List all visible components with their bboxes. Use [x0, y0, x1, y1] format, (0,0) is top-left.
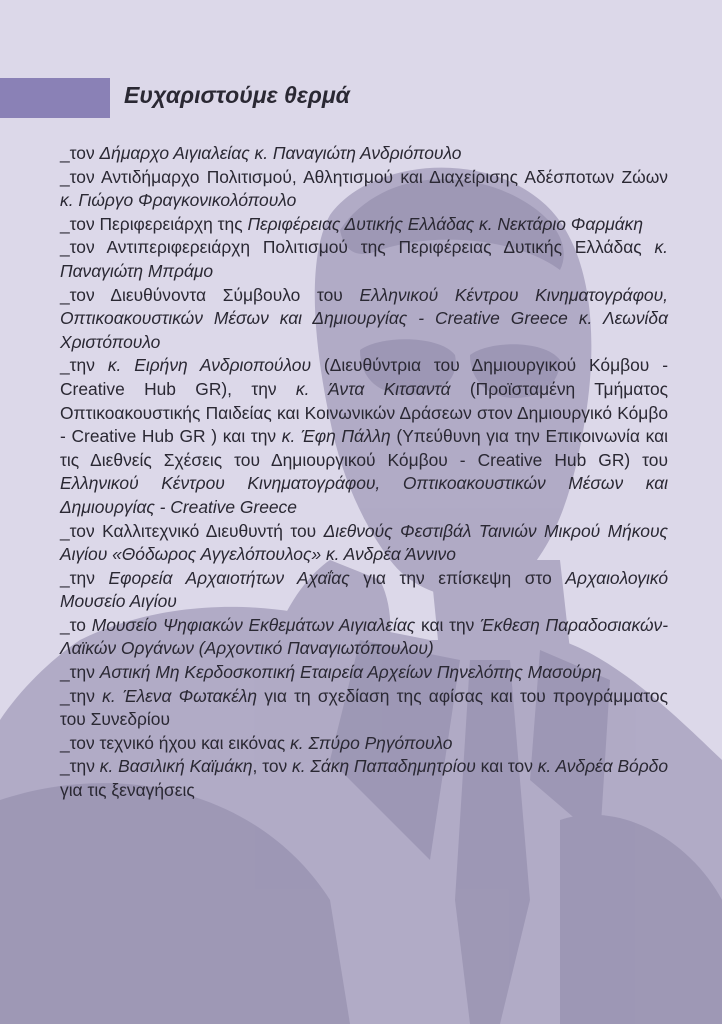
entry-name-text: Αστική Μη Κερδοσκοπική Εταιρεία Αρχείων Πηνελόπης Μασούρη: [99, 662, 602, 683]
entry-name-text: Μουσείο Ψηφιακών Εκθεμάτων Αιγιαλείας: [91, 614, 416, 635]
acknowledgement-entry: [60, 614, 668, 661]
entry-name-text: κ. Σάκη Παπαδημητρίου: [292, 756, 476, 777]
entry-text: , τον: [252, 756, 293, 777]
entry-text: για τις ξεναγήσεις: [60, 780, 195, 801]
entry-name-text: Διεθνούς Φεστιβάλ Ταινιών Μικρού Μήκους Αιγίου «Θόδωρος Αγγελόπουλος» κ. Ανδρέα Άννινο: [60, 520, 668, 565]
entry-name-text: Ελληνικού Κέντρου Κινηματογράφου, Οπτικοακουστικών Μέσων και Δημιουργίας - Creative Greece κ. Λεωνίδα Χριστόπουλο: [60, 284, 668, 352]
entry-name-text: Εφορεία Αρχαιοτήτων Αχαΐας: [108, 567, 350, 588]
acknowledgement-entry: [60, 520, 668, 567]
entry-name-text: κ. Άντα Κιτσαντά: [295, 378, 451, 399]
acknowledgement-entry: [60, 354, 668, 519]
entry-text: (Υπεύθυνη για την Επικοινωνία και τις Διεθνείς Σχέσεις του Δημιουργικού Κόμβου - Creative Hub GR) του: [60, 426, 668, 470]
entry-text: _το: [60, 614, 92, 635]
entry-text: _τον Αντιπεριφερειάρχη Πολιτισμού της Περιφέρειας Δυτικής Ελλάδας: [60, 237, 655, 258]
acknowledgement-entry: [60, 685, 668, 732]
entry-text: _την: [60, 756, 100, 777]
entry-name-text: κ. Σπύρο Ρηγόπουλο: [290, 732, 453, 753]
acknowledgement-entry: [60, 142, 668, 166]
acknowledgement-entry: [60, 732, 668, 756]
acknowledgement-entry: [60, 213, 668, 237]
entry-text: και τον: [475, 756, 538, 777]
acknowledgement-entry: [60, 284, 668, 355]
entry-text: _τον Περιφερειάρχη της: [60, 213, 248, 234]
entry-text: (Προϊσταμένη Τμήματος Οπτικοακουστικής Παιδείας και Κοινωνικών Δράσεων στον Δημιουργικό Κόμβο - Creative Hub GR ) και την: [60, 378, 669, 447]
entry-name-text: Δήμαρχο Αιγιαλείας κ. Παναγιώτη Ανδριόπουλο: [99, 143, 462, 163]
entry-name-text: Ελληνικού Κέντρου Κινηματογράφου, Οπτικοακουστικών Μέσων και Δημιουργίας - Creative Greece: [60, 473, 668, 517]
acknowledgement-entry: [60, 661, 668, 685]
acknowledgement-entry: [60, 236, 668, 283]
entry-text: για την επίσκεψη στο: [349, 567, 566, 588]
entry-text: _τον Αντιδήμαρχο Πολιτισμού, Αθλητισμού και Διαχείρισης Αδέσποτων Ζώων: [60, 166, 668, 187]
acknowledgement-entry: [60, 567, 668, 614]
acknowledgements-list: [60, 142, 668, 803]
entry-name-text: κ. Ανδρέα Βόρδο: [537, 756, 669, 777]
entry-name-text: Έκθεση Παραδοσιακών-Λαϊκών Οργάνων (Αρχοντικό Παναγιωτόπουλου): [60, 614, 668, 659]
entry-text: (Διευθύντρια του Δημιουργικού Κόμβου - Creative Hub GR), την: [60, 355, 668, 399]
page-heading: Ευχαριστούμε θερμά: [124, 82, 350, 108]
entry-text: για τη σχεδίαση της αφίσας και του προγράμματος του Συνεδρίου: [60, 685, 668, 730]
entry-text: _την: [60, 567, 109, 588]
entry-text: _την: [60, 685, 103, 706]
acknowledgement-entry: [60, 166, 668, 213]
entry-name-text: κ. Παναγιώτη Μπράμο: [60, 237, 668, 281]
entry-text: και την: [415, 614, 481, 635]
entry-text: _τον: [60, 143, 100, 163]
entry-text: _τον τεχνικό ήχου και εικόνας: [60, 732, 291, 753]
acknowledgement-entry: [60, 755, 668, 802]
entry-text: _τον Διευθύνοντα Σύμβουλο του: [60, 284, 360, 305]
entry-text: _την: [60, 662, 100, 683]
entry-name-text: Περιφέρειας Δυτικής Ελλάδας κ. Νεκτάριο Φαρμάκη: [247, 213, 644, 234]
entry-name-text: κ. Έλενα Φωτακέλη: [102, 685, 258, 706]
entry-name-text: κ. Έφη Πάλλη: [281, 426, 391, 447]
entry-name-text: Αρχαιολογικό Μουσείο Αιγίου: [60, 567, 668, 612]
entry-name-text: κ. Γιώργο Φραγκονικολόπουλο: [60, 190, 297, 211]
entry-text: _τον Καλλιτεχνικό Διευθυντή του: [60, 520, 324, 541]
entry-name-text: κ. Βασιλική Καϊμάκη: [99, 756, 253, 777]
accent-bar: [0, 78, 110, 118]
entry-name-text: κ. Ειρήνη Ανδριοπούλου: [107, 355, 312, 376]
entry-text: _την: [60, 355, 108, 376]
